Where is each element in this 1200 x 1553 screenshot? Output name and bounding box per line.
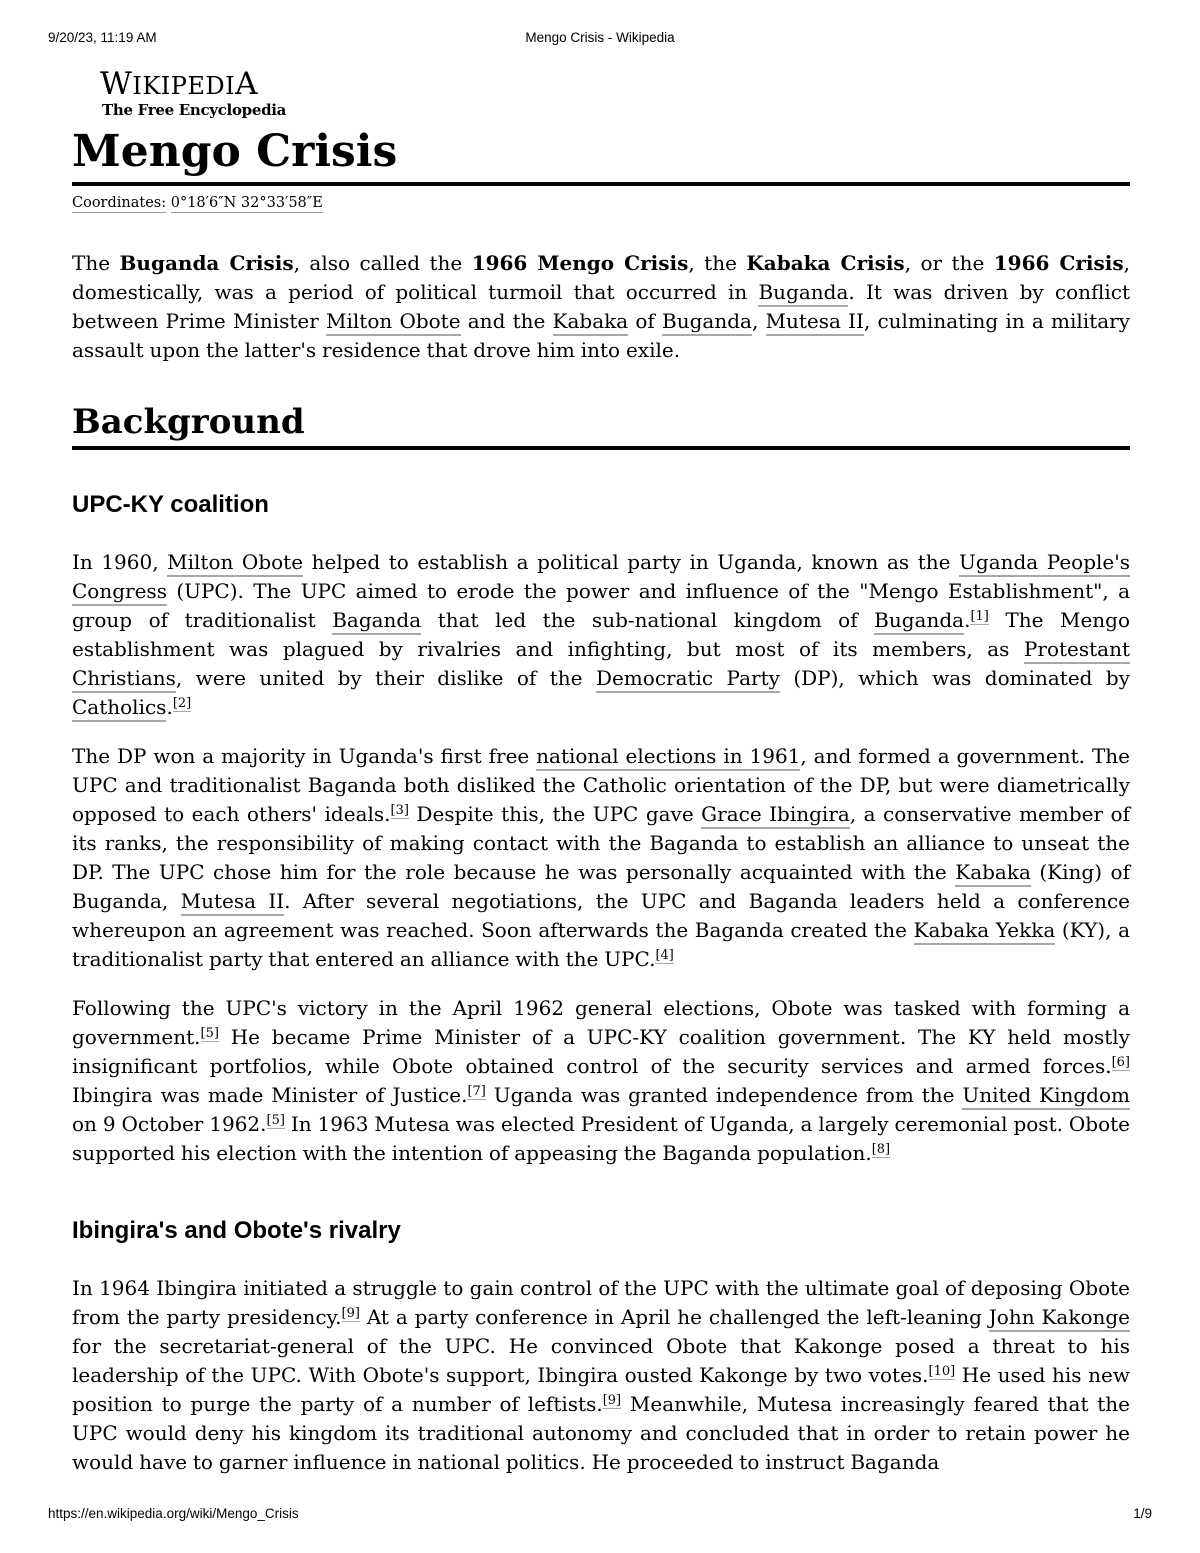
link-milton-obote[interactable]: Milton Obote [326, 309, 461, 336]
citation-ref[interactable]: [3] [390, 803, 409, 818]
paragraph-dp-majority: The DP won a majority in Uganda's first free national elections in 1961, and formed a government. The UPC and traditionalist Baganda both disliked the Catholic orientation of the DP, but were diametrically opposed to each others' ideals.[3] Despite this, the UPC gave Grace Ibingira, a conservative member of its ranks, the responsibility of making contact with the Baganda to establish an alliance to unseat the DP. The UPC chose him for the role because he was personally acquainted with the Kabaka (King) of Buganda, Mutesa II. After several negotiations, the UPC and Baganda leaders held a conference whereupon an agreement was reached. Soon afterwards the Baganda created the Kabaka Yekka (KY), a traditionalist party that entered an alliance with the UPC.[4] [72, 744, 1130, 971]
print-footer [48, 1506, 1152, 1526]
link-mutesa-ii[interactable]: Mutesa II [181, 889, 285, 916]
citation-ref[interactable]: [9] [602, 1393, 622, 1408]
link-baganda[interactable]: Baganda [332, 608, 421, 635]
link-kabaka[interactable]: Kabaka [553, 309, 629, 336]
link-buganda[interactable]: Buganda [758, 280, 848, 307]
link-democratic-party[interactable]: Democratic Party [596, 666, 780, 693]
logo-wordmark: WIKIPEDIA [100, 66, 259, 102]
citation-ref[interactable]: [5] [266, 1113, 285, 1128]
link-milton-obote[interactable]: Milton Obote [167, 550, 303, 577]
subsection-heading-rivalry: Ibingira's and Obote's rivalry [72, 1217, 401, 1244]
coordinates-label-link[interactable]: Coordinates: [72, 195, 167, 211]
intro-paragraph: The Buganda Crisis, also called the 1966 Mengo Crisis, the Kabaka Crisis, or the 1966 Crisis, domestically, was a period of political turmoil that occurred in Buganda. It was driven by conflict between Prime Minister Milton Obote and the Kabaka of Buganda, Mutesa II, culminating in a military assault upon the latter's residence that drove him into exile. [72, 251, 1131, 362]
paragraph-ibingira-struggle: In 1964 Ibingira initiated a struggle to gain control of the UPC with the ultimate goal of deposing Obote from the party presidency.[9] At a party conference in April he challenged the left-leaning John Kakonge for the secretariat-general of the UPC. He convinced Obote that Kakonge posed a threat to his leadership of the UPC. With Obote's support, Ibingira ousted Kakonge by two votes.[10] He used his new position to purge the party of a number of leftists.[9] Meanwhile, Mutesa increasingly feared that the UPC would deny his kingdom its traditional autonomy and concluded that in order to retain power he would have to garner influence in national politics. He proceeded to instruct Baganda [72, 1276, 1131, 1474]
section-heading-background: Background [72, 401, 1130, 450]
citation-ref[interactable]: [2] [172, 696, 192, 711]
paragraph-upc-victory: Following the UPC's victory in the April 1962 general elections, Obote was tasked with forming a government.[5] He became Prime Minister of a UPC-KY coalition government. The KY held mostly insignificant portfolios, while Obote obtained control of the security services and armed forces.[6] Ibingira was made Minister of Justice.[7] Uganda was granted independence from the United Kingdom on 9 October 1962.[5] In 1963 Mutesa was elected President of Uganda, a largely ceremonial post. Obote supported his election with the intention of appeasing the Baganda population.[8] [72, 996, 1130, 1165]
paragraph-upc-founding: In 1960, Milton Obote helped to establish a political party in Uganda, known as the Uganda People's Congress (UPC). The UPC aimed to erode the power and influence of the "Mengo Establishment", a group of traditionalist Baganda that led the sub-national kingdom of Buganda.[1] The Mengo establishment was plagued by rivalries and infighting, but most of its members, as Protestant Christians, were united by their dislike of the Democratic Party (DP), which was dominated by Catholics.[2] [72, 548, 1130, 722]
subsection-heading-upc-ky: UPC-KY coalition [72, 491, 269, 518]
citation-ref[interactable]: [1] [970, 609, 989, 624]
citation-ref[interactable]: [7] [467, 1084, 486, 1099]
link-national-elections-1961[interactable]: national elections in 1961 [536, 744, 800, 771]
print-url: https://en.wikipedia.org/wiki/Mengo_Crisis [48, 1506, 299, 1521]
link-john-kakonge[interactable]: John Kakonge [989, 1305, 1130, 1332]
link-mutesa-ii[interactable]: Mutesa II [766, 309, 864, 336]
link-kabaka[interactable]: Kabaka [955, 860, 1031, 887]
link-protestant-christians[interactable]: Protestant Christians [72, 637, 1130, 693]
link-kabaka-yekka[interactable]: Kabaka Yekka [914, 918, 1056, 945]
citation-ref[interactable]: [4] [655, 948, 674, 963]
logo-tagline: The Free Encyclopedia [102, 101, 287, 119]
link-grace-ibingira[interactable]: Grace Ibingira [701, 802, 850, 829]
link-united-kingdom[interactable]: United Kingdom [962, 1083, 1130, 1110]
citation-ref[interactable]: [10] [928, 1364, 956, 1379]
print-doc-title: Mengo Crisis - Wikipedia [525, 30, 675, 45]
citation-ref[interactable]: [5] [200, 1026, 219, 1041]
link-buganda[interactable]: Buganda [662, 309, 752, 336]
coordinates-value-link[interactable]: 0°18′6″N 32°33′58″E [170, 195, 323, 211]
print-header [48, 30, 1152, 50]
link-buganda[interactable]: Buganda [874, 608, 964, 635]
print-page-number: 1/9 [1133, 1506, 1152, 1521]
citation-ref[interactable]: [9] [341, 1306, 360, 1321]
page-title: Mengo Crisis [72, 126, 1130, 186]
citation-ref[interactable]: [8] [871, 1142, 891, 1157]
link-catholics[interactable]: Catholics [72, 695, 166, 722]
citation-ref[interactable]: [6] [1111, 1055, 1130, 1070]
coordinates [72, 194, 1130, 212]
wikipedia-logo[interactable] [100, 68, 286, 118]
article-content [72, 126, 1130, 1477]
link-uganda-peoples-congress[interactable]: Uganda People's Congress [72, 550, 1130, 606]
print-datetime: 9/20/23, 11:19 AM [48, 30, 157, 45]
